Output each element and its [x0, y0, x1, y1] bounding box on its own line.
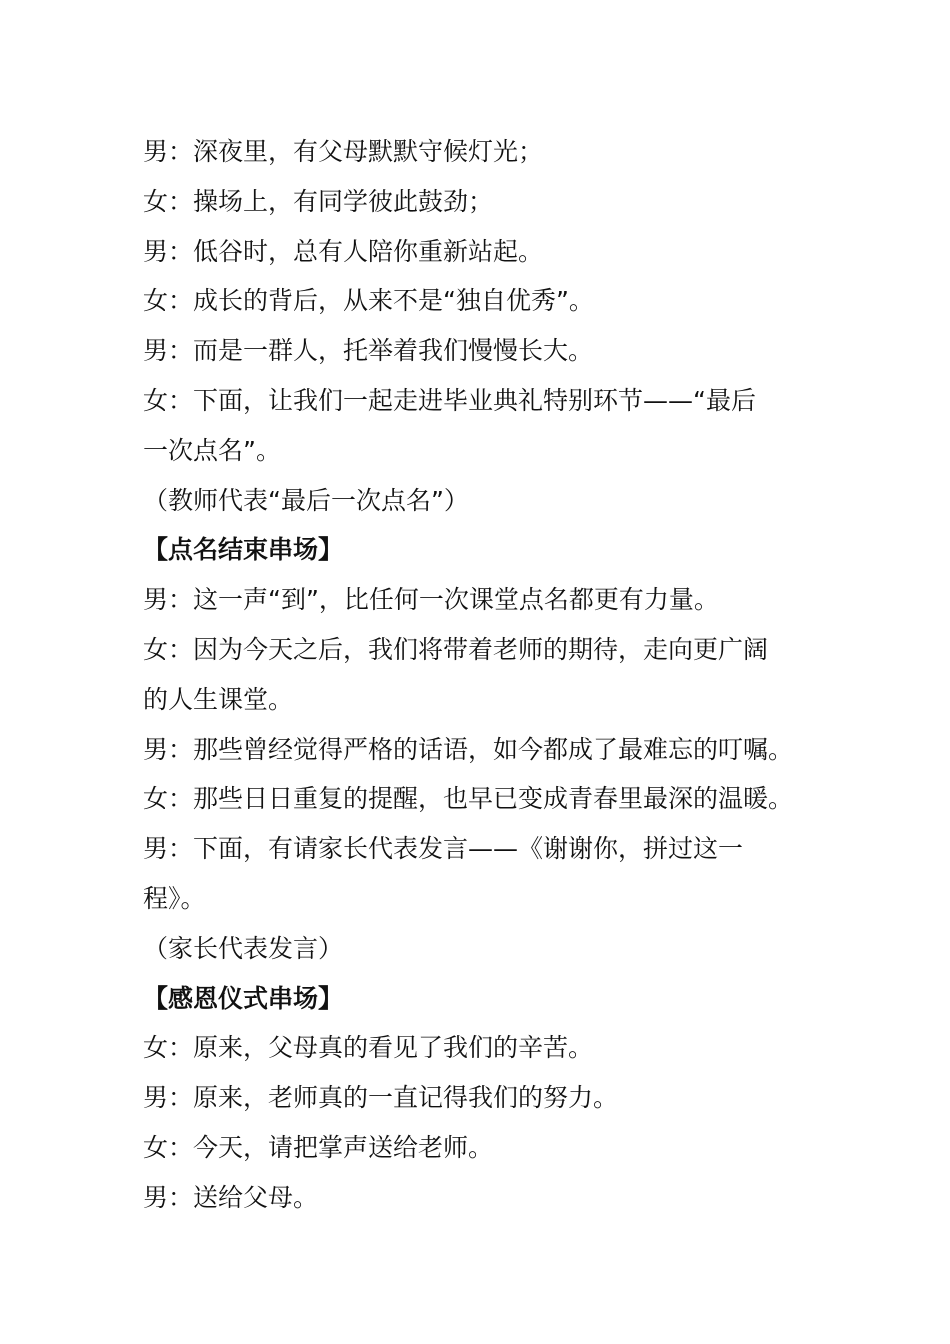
dialogue-line-continuation: 一次点名”。	[143, 435, 281, 465]
script-text-body	[143, 127, 815, 1223]
dialogue-line: 男：低谷时，总有人陪你重新站起。	[143, 236, 544, 266]
dialogue-line: 男：这一声“到”，比任何一次课堂点名都更有力量。	[143, 585, 719, 615]
stage-direction: （家长代表发言）	[143, 933, 344, 963]
dialogue-line: 女：那些日日重复的提醒，也早已变成青春里最深的温暖。	[143, 784, 794, 814]
section-heading: 【感恩仪式串场】	[143, 983, 344, 1013]
dialogue-line: 男：下面，有请家长代表发言——《谢谢你，拼过这一	[143, 834, 744, 864]
dialogue-line: 女：操场上，有同学彼此鼓劲；	[143, 186, 494, 216]
stage-direction: （教师代表“最后一次点名”）	[143, 485, 469, 515]
dialogue-line: 男：送给父母。	[143, 1182, 319, 1212]
dialogue-line: 女：成长的背后，从来不是“独自优秀”。	[143, 286, 594, 316]
dialogue-line: 男：深夜里，有父母默默守候灯光；	[143, 137, 544, 166]
dialogue-line: 女：今天，请把掌声送给老师。	[143, 1132, 494, 1162]
dialogue-line: 女：原来，父母真的看见了我们的辛苦。	[143, 1033, 594, 1063]
dialogue-line: 女：因为今天之后，我们将带着老师的期待，走向更广阔	[143, 634, 769, 664]
dialogue-line-continuation: 的人生课堂。	[143, 684, 294, 714]
dialogue-line: 女：下面，让我们一起走进毕业典礼特别环节——“最后	[143, 385, 756, 415]
section-heading: 【点名结束串场】	[143, 535, 344, 565]
dialogue-line: 男：那些曾经觉得严格的话语，如今都成了最难忘的叮嘱。	[143, 734, 794, 764]
dialogue-line: 男：原来，老师真的一直记得我们的努力。	[143, 1083, 619, 1113]
dialogue-line-continuation: 程》。	[143, 883, 206, 913]
dialogue-line: 男：而是一群人，托举着我们慢慢长大。	[143, 336, 594, 366]
